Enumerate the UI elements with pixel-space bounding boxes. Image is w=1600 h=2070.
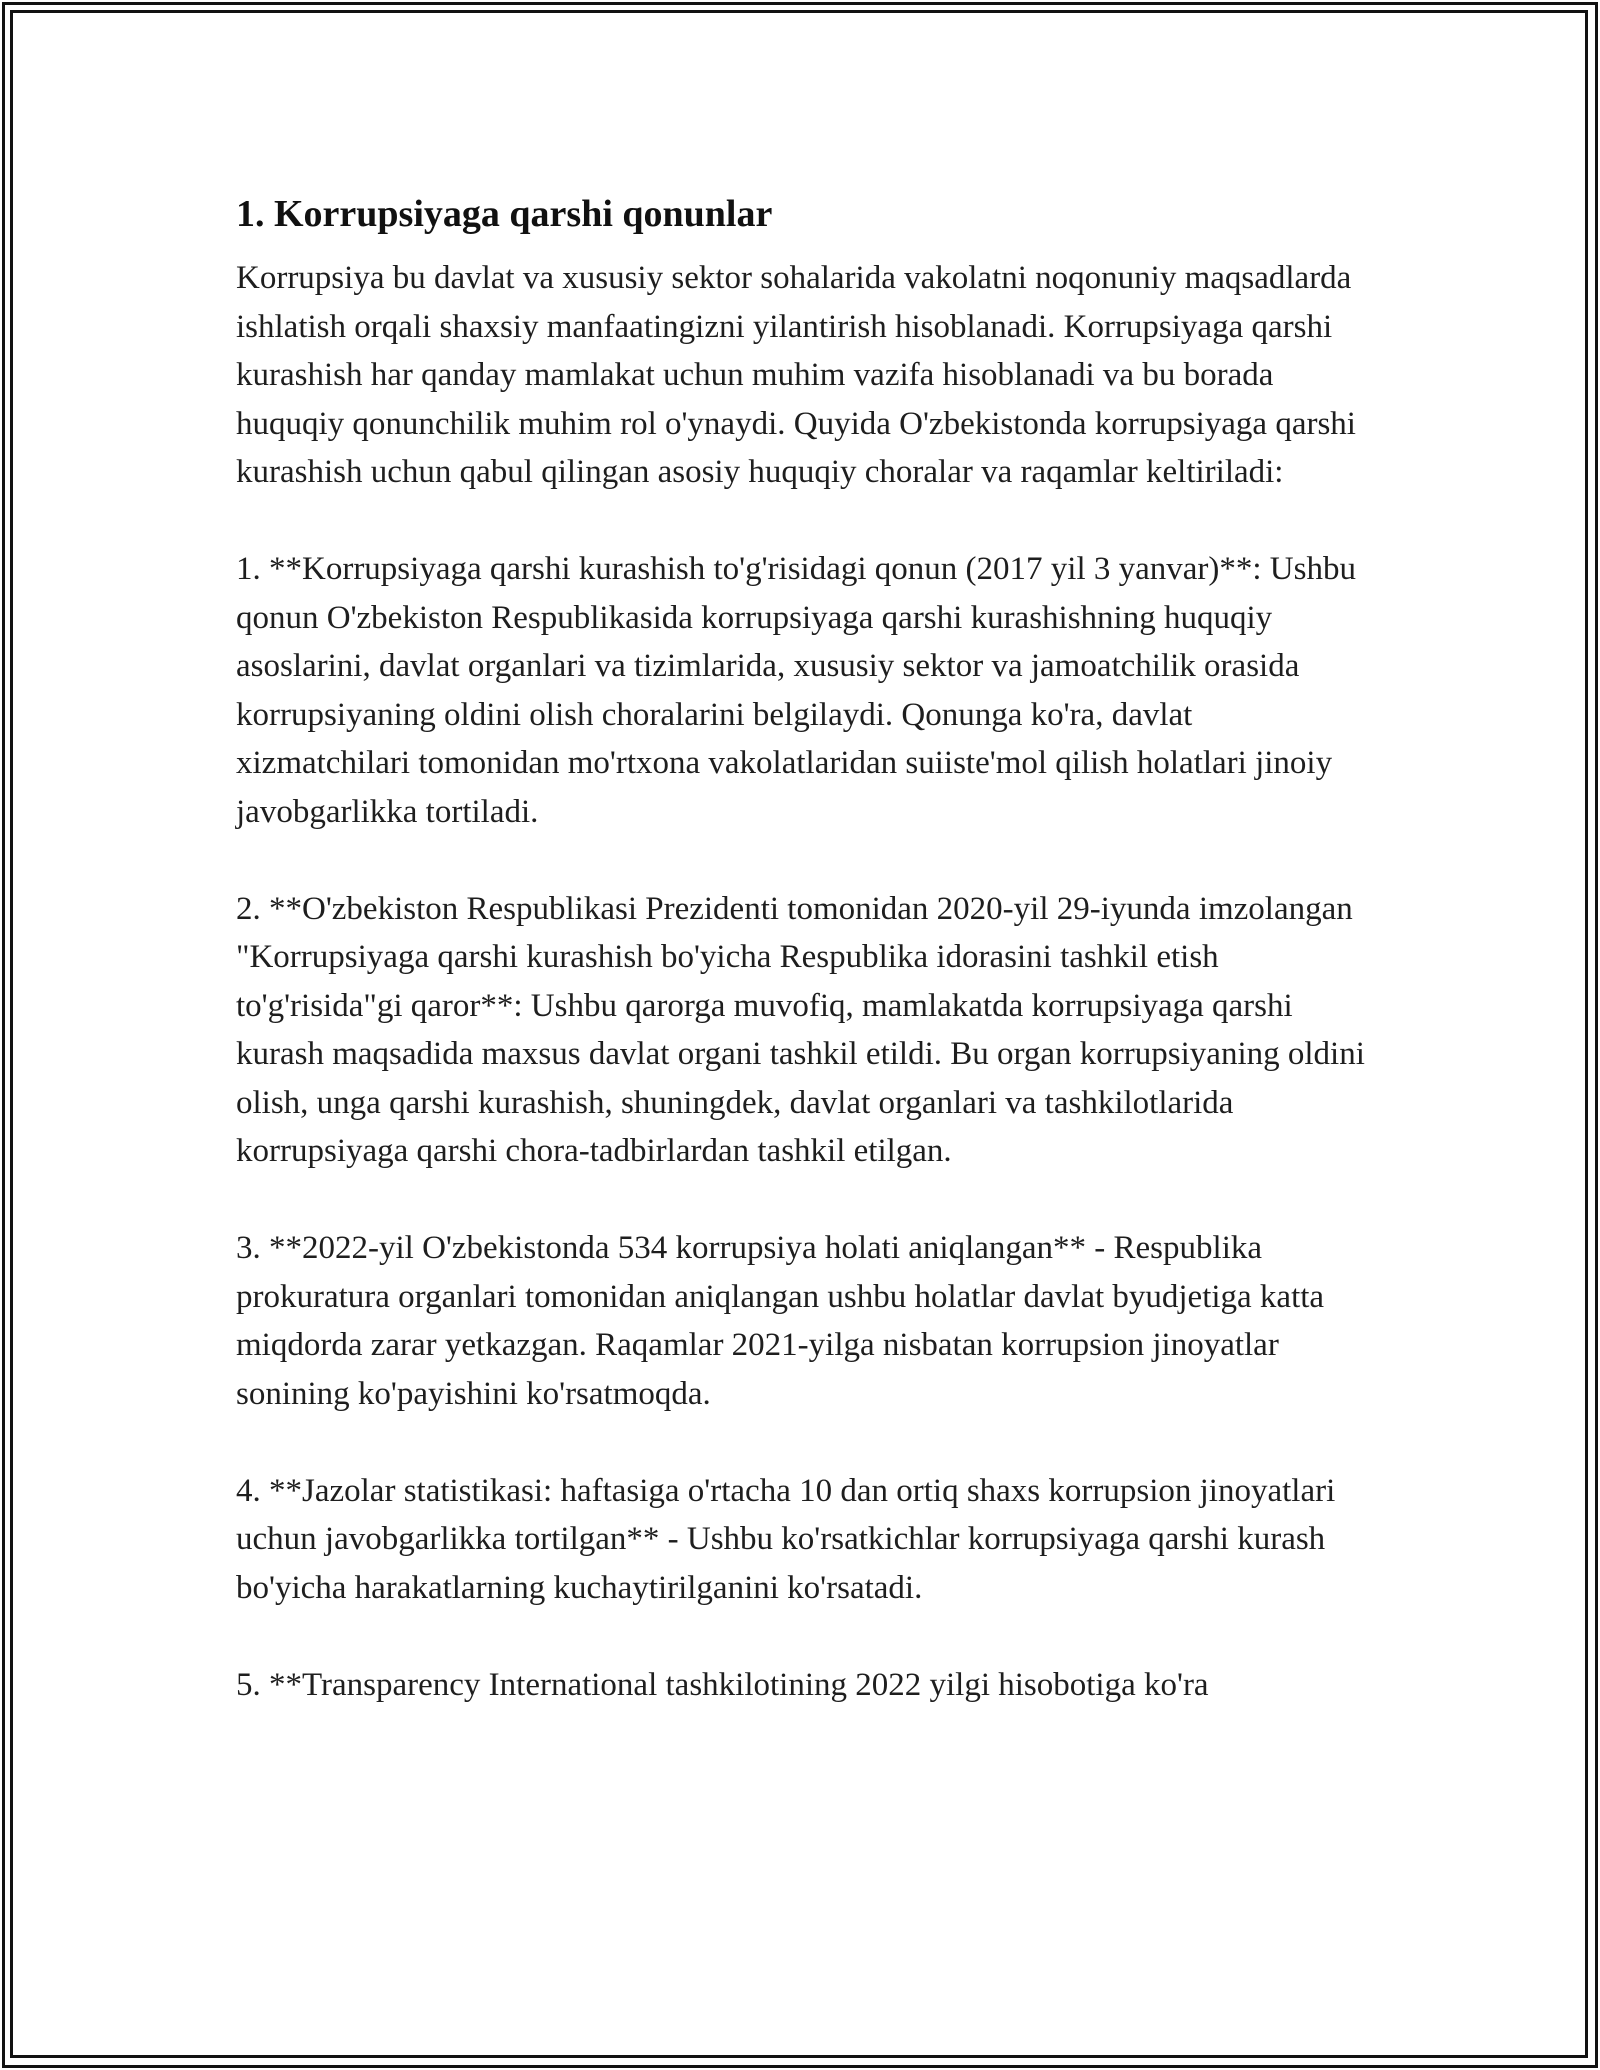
list-item-3: 3. **2022-yil O'zbekistonda 534 korrupsiya holati aniqlangan** - Respublika prokuratura organlari tomonidan aniqlangan ushbu holatlar davlat byudjetiga katta miqdorda zarar yetkazgan. Raqamlar 2021-yilga nisbatan korrupsion jinoyatlar sonining ko'payishini ko'rsatmoqda. <box>236 1230 1325 1412</box>
list-item-1: 1. **Korrupsiyaga qarshi kurashish to'g'risidagi qonun (2017 yil 3 yanvar)**: Ushbu qonun O'zbekiston Respublikasida korrupsiyaga qarshi kurashishning huquqiy asoslarini, davlat organlari va tizimlarida, xususiy sektor va jamoatchilik orasida korrupsiyaning oldini olish choralarini belgilaydi. Qonunga ko'ra, davlat xizmatchilari tomonidan mo'rtxona vakolatlaridan suiiste'mol qilish holatlari jinoiy javobgarlikka tortiladi. <box>236 551 1356 830</box>
list-item-4: 4. **Jazolar statistikasi: haftasiga o'rtacha 10 dan ortiq shaxs korrupsion jinoyatlari uchun javobgarlikka tortilgan** - Ushbu ko'rsatkichlar korrupsiyaga qarshi kurash bo'yicha harakatlarning kuchaytirilganini ko'rsatadi. <box>236 1472 1336 1606</box>
document-body <box>236 186 1366 1709</box>
list-item-5: 5. **Transparency International tashkilotining 2022 yilgi hisobotiga ko'ra <box>236 1666 1209 1703</box>
document-title: 1. Korrupsiyaga qarshi qonunlar <box>236 193 773 235</box>
intro-paragraph: Korrupsiya bu davlat va xususiy sektor sohalarida vakolatni noqonuniy maqsadlarda ishlatish orqali shaxsiy manfaatingizni yilantirish hisoblanadi. Korrupsiyaga qarshi kurashish har qanday mamlakat uchun muhim vazifa hisoblanadi va bu borada huquqiy qonunchilik muhim rol o'ynaydi. Quyida O'zbekistonda korrupsiyaga qarshi kurashish uchun qabul qilingan asosiy huquqiy choralar va raqamlar keltiriladi: <box>236 260 1356 490</box>
list-item-2: 2. **O'zbekiston Respublikasi Prezidenti tomonidan 2020-yil 29-iyunda imzolangan "Korrupsiyaga qarshi kurashish bo'yicha Respublika idorasini tashkil etish to'g'risida"gi qaror**: Ushbu qarorga muvofiq, mamlakatda korrupsiyaga qarshi kurash maqsadida maxsus davlat organi tashkil etildi. Bu organ korrupsiyaning oldini olish, unga qarshi kurashish, shuningdek, davlat organlari va tashkilotlarida korrupsiyaga qarshi chora-tadbirlardan tashkil etilgan. <box>236 890 1365 1169</box>
